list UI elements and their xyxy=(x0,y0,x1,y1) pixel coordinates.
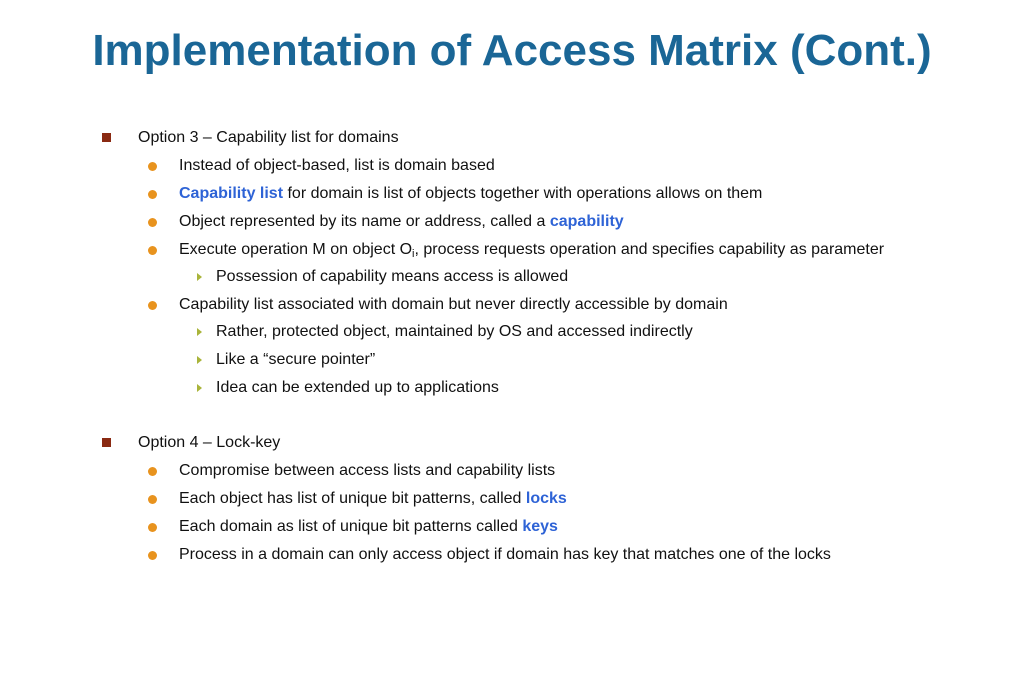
round-bullet-icon xyxy=(148,301,157,310)
slide-title: Implementation of Access Matrix (Cont.) xyxy=(92,26,932,75)
term-keys: keys xyxy=(522,518,558,535)
round-bullet-icon xyxy=(148,467,157,476)
term-capability: capability xyxy=(549,213,624,230)
option4-bullet-1: Compromise between access lists and capability lists xyxy=(179,461,555,481)
option4-bullet-4: Process in a domain can only access object if domain has key that matches one of the locks xyxy=(179,545,831,565)
round-bullet-icon xyxy=(148,495,157,504)
triangle-bullet-icon xyxy=(197,384,202,392)
term-locks: locks xyxy=(525,490,567,507)
option3-heading: Option 3 – Capability list for domains xyxy=(138,128,399,148)
option3-bullet-3: Object represented by its name or address, called a capability xyxy=(179,212,624,232)
option3-bullet-2: Capability list for domain is list of objects together with operations allows on them xyxy=(179,184,762,204)
option3-bullet-1: Instead of object-based, list is domain based xyxy=(179,156,495,176)
round-bullet-icon xyxy=(148,246,157,255)
round-bullet-icon xyxy=(148,218,157,227)
triangle-bullet-icon xyxy=(197,328,202,336)
round-bullet-icon xyxy=(148,523,157,532)
option4-heading: Option 4 – Lock-key xyxy=(138,433,280,453)
option3-bullet-5: Capability list associated with domain but never directly accessible by domain xyxy=(179,295,728,315)
triangle-bullet-icon xyxy=(197,273,202,281)
option4-bullet-3: Each domain as list of unique bit patterns called keys xyxy=(179,517,558,537)
square-bullet-icon xyxy=(102,438,111,447)
option3-bullet-5-sub-1: Rather, protected object, maintained by OS and accessed indirectly xyxy=(216,322,693,342)
option3-bullet-5-sub-2: Like a “secure pointer” xyxy=(216,350,375,370)
option4-bullet-2: Each object has list of unique bit patterns, called locks xyxy=(179,489,567,509)
round-bullet-icon xyxy=(148,162,157,171)
square-bullet-icon xyxy=(102,133,111,142)
option3-bullet-4: Execute operation M on object $O_i$, process requests operation and specifies capability as parameter xyxy=(179,240,884,260)
triangle-bullet-icon xyxy=(197,356,202,364)
term-capability-list: Capability list xyxy=(179,185,284,202)
option3-bullet-4-sub-1: Possession of capability means access is allowed xyxy=(216,267,568,287)
option3-bullet-5-sub-3: Idea can be extended up to applications xyxy=(216,378,499,398)
round-bullet-icon xyxy=(148,551,157,560)
round-bullet-icon xyxy=(148,190,157,199)
